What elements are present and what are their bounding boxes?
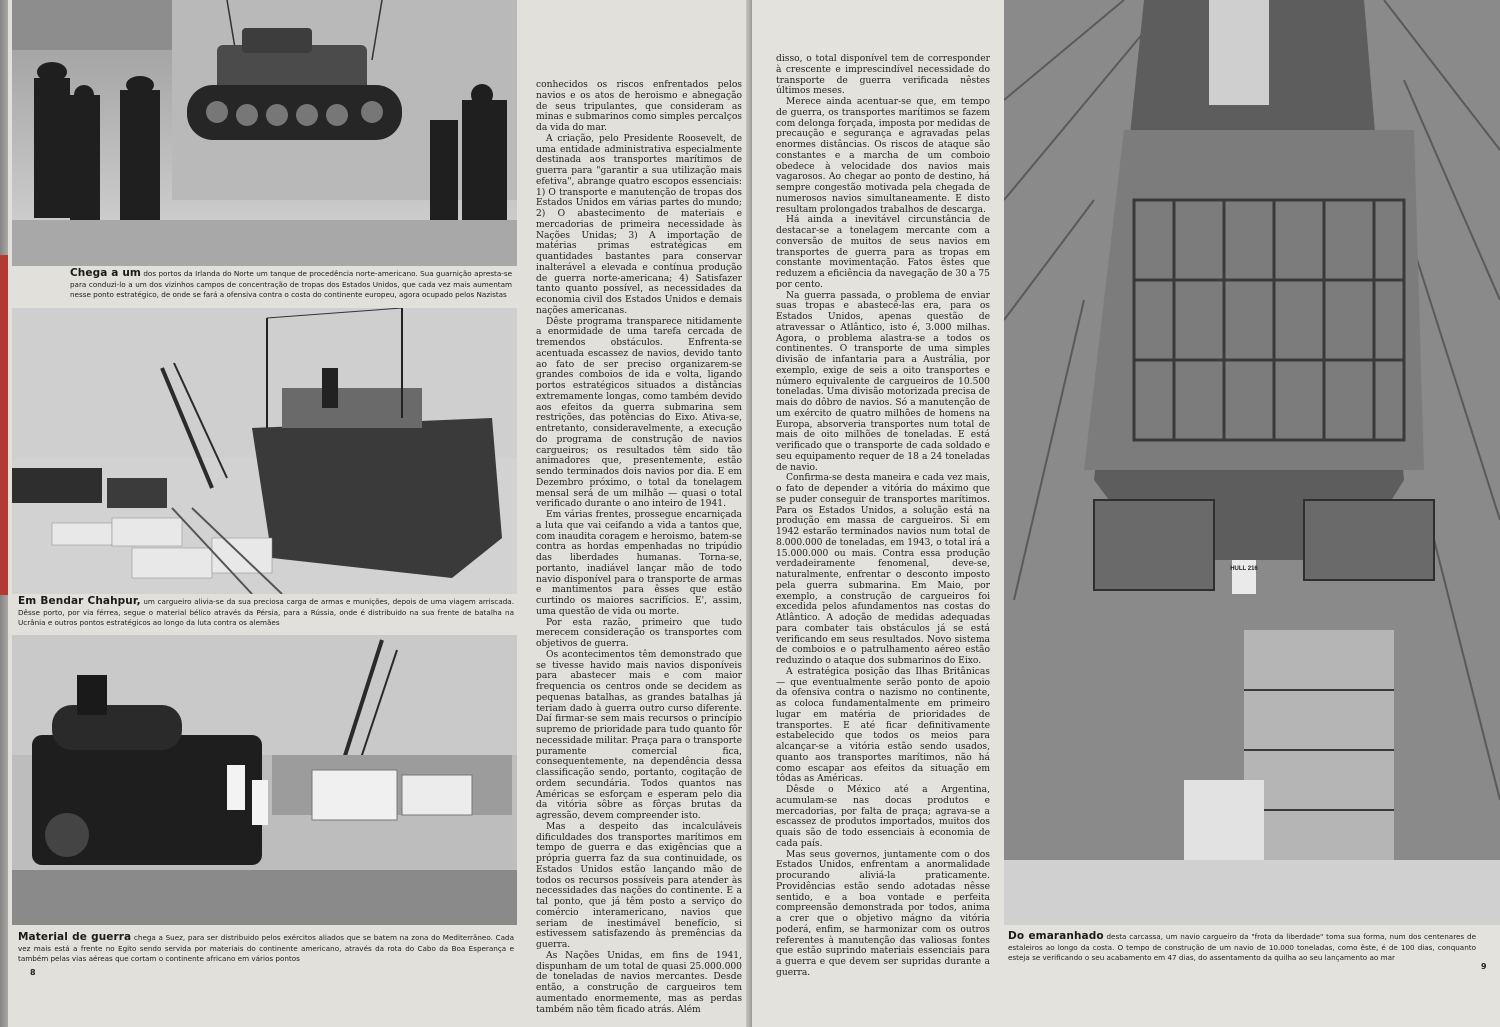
- paragraph: conhecidos os riscos enfrentados pelos navios e os atos de heroismo e abnegação de seus tripulantes, que consideram as minas e submarinos como simples percalços da vida do mar.: [536, 80, 742, 133]
- page-number-right: 9: [1481, 962, 1487, 971]
- paragraph: Mas seus governos, juntamente com o dos Estados Unidos, enfrentam a anormalidade procurando aliviá-la praticamente. Providências estão sendo adotadas nêsse sentido, e a boa vontade e perfeita compreensão demonstrada por todos, anima a crer que o objetivo mágno da vitória poderá, enfim, se harmonizar com os outros referentes à manutenção das valiosas fontes que estão suprindo materiais essenciais para a guerra e que devem ser supridas durante a guerra.: [776, 849, 990, 978]
- caption-locomotive: [18, 932, 514, 965]
- paragraph: disso, o total disponível tem de corresponder à crescente e imprescindível necessidade do transporte de guerra verificada nêstes últimos meses.: [776, 54, 990, 97]
- caption-cargo-ship: [18, 596, 514, 629]
- paragraph: Em várias frentes, prossegue encarniçada a luta que vai ceifando a vida a tantos que, com inaudita coragem e heroismo, batem-se contra as hordas empenhadas no tripúdio das liberdades humanas. Torna-se, portanto, inadiável lançar mão de todo navio disponível para o transporte de armas e mantimentos para êsses que estão curtindo os maiores sacrifícios. E', assim, uma questão de vida ou morte.: [536, 510, 742, 617]
- paragraph: Dêsde o México até a Argentina, acumulam-se nas docas produtos e mercadorias, por falta de praça; agrava-se a escassez de produtos importados, muitos dos quais são de todo essenciais à economia de cada país.: [776, 785, 990, 849]
- caption-text: dos portos da Irlanda do Norte um tanque de procedência norte-americano. Sua guarnição apresta-se para conduzi-lo a um dos vizinhos campos de concentração de tropas dos Estados Unidos, que cada vez mais aumentam nesse ponto estratégico, de onde se fará a ofensiva contra o costa do continente europeu, agora ocupado pelos Nazistas: [70, 269, 513, 300]
- paragraph: Dêste programa transparece nitidamente a enormidade de uma tarefa cercada de tremendos obstáculos. Enfrenta-se acentuada escassez de navios, devido tanto ao fato de ser preciso organizarem-se grandes comboios de ida e volta, ligando portos estratégicos situados a distâncias extremamente longas, como também devido aos efeitos da guerra submarina sem restrições, das potências do Eixo. Ativa-se, entretanto, consideravelmente, a execução do programa de construção de navios cargueiros; os resultados têm sido tão animadores que, presentemente, estão sendo terminados dois navios por dia. E em Dezembro próximo, o total da tonelagem mensal será de um milhão — quasi o total verificado durante o ano inteiro de 1941.: [536, 316, 742, 510]
- caption-text: um cargueiro alivia-se da sua preciosa carga de armas e munições, depois de uma viagem arriscada. Dêsse porto, por via férrea, segue o material bélico através da Pérsia, para a Rússia, onde é distribuido na sua frente de batalha na Ucrânia e outros pontos estratégicos ao longo da luta contra os alemães: [18, 597, 514, 628]
- caption-ship-hull: [1008, 931, 1476, 964]
- photo-ship-hull-construction: [1004, 0, 1500, 925]
- caption-text: chega a Suez, para ser distribuido pelos exércitos aliados que se batem na zona do Mediterrâneo. Cada vez mais está a frente no Egito sendo servida por materiais do continente americano, através da rota do Cabo da Boa Esperança e também pelas vias aéreas que cortam o continente africano em vários pontos: [18, 933, 514, 964]
- paragraph: A estratégica posição das Ilhas Britânicas — que eventualmente serão ponto de apoio da ofensiva contra o nazismo no continente, as coloca fundamentalmente em primeiro lugar em matéria de prioridades de transportes. E até ficar definitivamente estabelecido que todos os meios para alcançar-se a vitória estão sendo usados, quanto aos transportes marítimos, não há como escapar aos efeitos da situação em tôdas as Américas.: [776, 666, 990, 785]
- caption-lead: Material de guerra: [18, 931, 132, 943]
- paragraph: A criação, pelo Presidente Roosevelt, de uma entidade administrativa especialmente destinada aos transportes marítimos de guerra para "garantir a sua utilização mais efetiva", abrange quatro escopos essenciais: 1) O transporte e manutenção de tropas dos Estados Unidos em várias partes do mundo; 2) O abastecimento de materiais e mercadorias de primeira necessidade às Nações Unidas; 3) A importação de matérias primas estratégicas em quantidades bastantes para conservar inalterável a elevada e contínua produção de guerra norte-americana; 4) Satisfazer tanto quanto possível, as necessidades da economia civil dos Estados Unidos e demais nações americanas.: [536, 133, 742, 316]
- page-number-left: 8: [30, 968, 36, 977]
- paragraph: Confirma-se desta maneira e cada vez mais, o fato de depender a vitória do máximo que se puder conseguir de transportes marítimos. Para os Estados Unidos, a solução está na produção em massa de cargueiros. Si em 1942 estarão terminados navios num total de 8.000.000 de toneladas, em 1943, o total irá a 15.000.000 ou mais. Contra essa produção verdadeiramente fenomenal, deve-se, naturalmente, enfrentar o desconto imposto pela guerra submarina. Em Maio, por exemplo, a construção de cargueiros foi excedida pelos afundamentos nas costas do Atlântico. A adoção de medidas adequadas para combater tais obstáculos já se está verificando em seus resultados. Novo sistema de comboios e o patrulhamento aéreo estão reduzindo o ataque dos submarinos do Eixo.: [776, 473, 990, 666]
- caption-lead: Chega a um: [70, 267, 141, 279]
- paragraph: Por esta razão, primeiro que tudo merecem consideração os transportes com objetivos de guerra.: [536, 617, 742, 649]
- caption-lead: Em Bendar Chahpur,: [18, 595, 141, 607]
- caption-tank: [70, 268, 512, 301]
- paragraph: Mas a despeito das incalculáveis dificuldades dos transportes marítimos em tempo de guerra e das exigências que a própria guerra faz da sua continuidade, os Estados Unidos estão lançando mão de todos os recursos possíveis para atender às necessidades das nações do continente. E a tal ponto, que já têm posto a serviço do comércio interamericano, navios que seriam de inestimável benefício, si estivessem satisfazendo às premências da guerra.: [536, 821, 742, 950]
- article-column-right: [776, 54, 990, 979]
- hull-number-label: HULL 216: [1230, 566, 1258, 572]
- paragraph: Na guerra passada, o problema de enviar suas tropas e abastecê-las era, para os Estados Unidos, apenas questão de atravessar o Atlântico, isto é, 3.000 milhas. Agora, o problema alastra-se a todos os continentes. O transporte de uma simples divisão de infantaria para a Austrália, por exemplo, exige de seis a oito transportes e número equivalente de cargueiros de 10.500 toneladas. Uma divisão motorizada precisa de mais do dôbro de navios. Só a manutenção de um exército de quatro milhões de homens na Europa, absorveria transportes num total de mais de oito milhões de toneladas. E está verificado que o transporte de cada soldado e seu equipamento requer de 18 a 24 toneladas de navio.: [776, 290, 990, 473]
- page-edge-red-tab: [0, 255, 8, 595]
- paragraph: Merece ainda acentuar-se que, em tempo de guerra, os transportes marítimos se fazem com delonga forçada, imposta por medidas de precaução e segurança e agravadas pelas enormes distâncias. Os riscos de ataque são constantes e a marcha de um comboio obedece à velocidade dos navios mais vagarosos. Ao chegar ao ponto de destino, há sempre congestão motivada pela chegada de numerosos navios simultaneamente. E disto resultam prolongados trabalhos de descarga.: [776, 97, 990, 215]
- article-column-left: [536, 80, 742, 1015]
- photo-tank-unloading: [12, 0, 517, 266]
- photo-cargo-ship-port: [12, 308, 517, 594]
- paragraph: As Nações Unidas, em fins de 1941, dispunham de um total de quasi 25.000.000 de toneladas de navios mercantes. Desde então, a construção de cargueiros tem aumentado enormemente, mas as perdas também não têm ficado atrás. Além: [536, 950, 742, 1015]
- paragraph: Há ainda a inevitável circunstância de destacar-se a tonelagem mercante com a conversão de muitos de seus navios em transportes de guerra para as tropas em constante movimentação. Fatos êstes que reduzem a eficiência da navegação de 30 a 75 por cento.: [776, 215, 990, 290]
- caption-text: desta carcassa, um navio cargueiro da "frota da liberdade" toma sua forma, num dos centenares de estaleiros ao longo da costa. O tempo de construção de um navio de 10.000 toneladas, como êste, é de 100 dias, conquanto esteja se verificando o seu acabamento em 47 dias, do assentamento da quilha ao seu lançamento ao mar: [1008, 932, 1476, 963]
- paragraph: Os acontecimentos têm demonstrado que se tivesse havido mais navios disponíveis para abastecer mais e com maior frequencia os centros onde se decidem as pequenas batalhas, as grandes batalhas já teriam dado à guerra outro curso diferente. Daí firmar-se sem mais recursos o princípio supremo de prioridade para tudo quanto fôr necessidade militar. Praça para o transporte puramente comercial fica, consequentemente, na dependência dessa classificação sendo, portanto, cogitação de ordem secundária. Todos quantos nas Américas se esforçam e esperam pelo dia da vitória sôbre as fôrças brutas da agressão, devem compreender isto.: [536, 649, 742, 821]
- caption-lead: Do emaranhado: [1008, 930, 1104, 942]
- right-page: [752, 0, 1500, 1027]
- photo-locomotive-suez: [12, 635, 517, 925]
